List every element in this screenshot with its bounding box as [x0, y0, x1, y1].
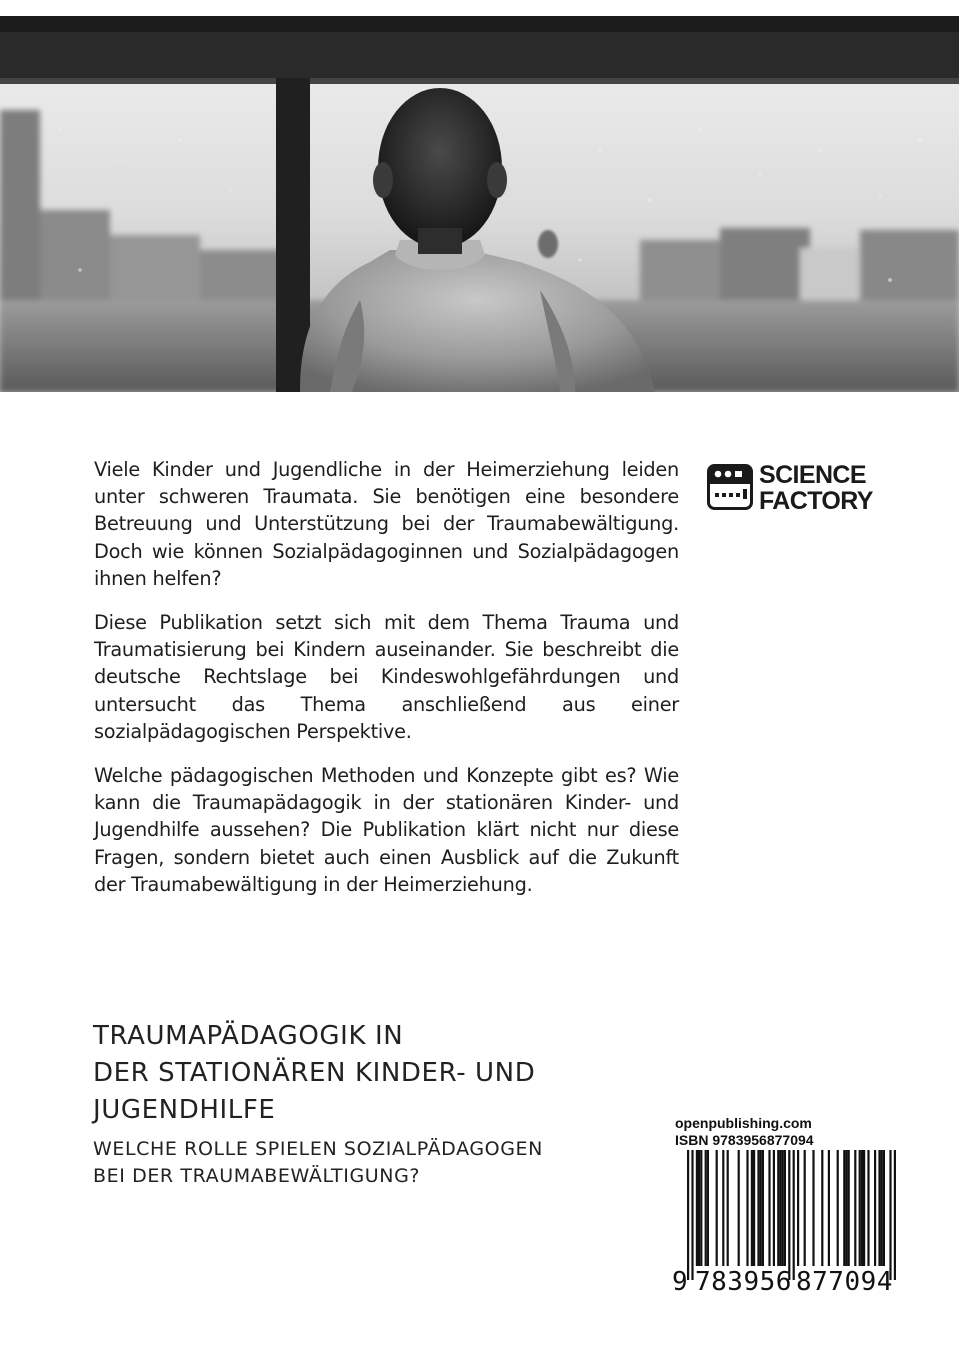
book-title	[93, 1018, 653, 1129]
barcode-lead-digit: 9	[672, 1267, 688, 1297]
book-subtitle	[93, 1136, 653, 1190]
barcode-bar	[751, 1150, 753, 1266]
barcode-bar	[793, 1150, 795, 1280]
barcode-bar	[757, 1150, 759, 1266]
publisher-website: openpublishing.com	[675, 1115, 812, 1131]
barcode-bar	[768, 1150, 770, 1266]
barcode-bar	[760, 1150, 762, 1266]
publisher-info	[675, 1115, 905, 1149]
barcode-bar	[894, 1150, 896, 1280]
barcode-bar	[874, 1150, 876, 1266]
barcode-digit-group: 783956	[695, 1267, 792, 1297]
barcode-bar	[687, 1150, 689, 1280]
barcode-bar	[843, 1150, 845, 1266]
barcode-bar	[777, 1150, 779, 1266]
barcode-bar	[716, 1150, 718, 1266]
isbn-label: ISBN 9783956877094	[675, 1132, 814, 1148]
barcode-bar	[762, 1150, 764, 1266]
photo-boy-at-window-icon	[0, 0, 959, 392]
barcode-bar	[753, 1150, 755, 1266]
barcode-bar	[705, 1150, 707, 1266]
barcode-bar	[746, 1150, 748, 1266]
title-line: JUGENDHILFE	[93, 1095, 276, 1125]
barcode-bar	[889, 1150, 891, 1280]
barcode-bar	[848, 1150, 850, 1266]
isbn-barcode	[672, 1150, 906, 1298]
blurb-paragraph: Welche pädagogischen Methoden und Konzepte gibt es? Wie kann die Traumapädagogik in der stationären Kinder- und Jugendhilfe aussehen? Die Publikation klärt nicht nur diese Fragen, sondern bietet auch einen Ausblick auf die Zukunft der Traumabewältigung in der Heimerziehung.	[94, 764, 679, 896]
barcode-bar	[698, 1150, 700, 1266]
blurb-paragraph: Viele Kinder und Jugendliche in der Heimerziehung leiden unter schweren Traumata. Sie benötigen eine besondere Betreuung und Unterstützung bei der Traumabewältigung. Doch wie können Sozialpädagoginnen und Sozialpädagogen ihnen helfen?	[94, 458, 679, 590]
barcode-bar	[861, 1150, 863, 1266]
barcode-bar	[854, 1150, 856, 1266]
barcode-bar	[845, 1150, 847, 1266]
barcode-bar	[859, 1150, 861, 1266]
barcode-bar	[691, 1150, 693, 1280]
barcode-bar	[878, 1150, 880, 1266]
barcode-bar	[722, 1150, 724, 1266]
barcode-bar	[779, 1150, 781, 1266]
barcode-bar	[812, 1150, 814, 1266]
barcode-digit-group: 877094	[796, 1267, 893, 1297]
barcode-bar	[797, 1150, 799, 1266]
barcode-bar	[700, 1150, 702, 1266]
barcode-bar	[696, 1150, 698, 1266]
barcode-bar	[773, 1150, 775, 1266]
barcode-bar	[863, 1150, 865, 1266]
barcode-bar	[867, 1150, 869, 1266]
blurb-paragraph: Diese Publikation setzt sich mit dem Thema Trauma und Traumatisierung bei Kindern auseinander. Sie beschreibt die deutsche Rechtslage bei Kindeswohlgefährdungen und untersucht das Thema anschließend aus einer sozialpädagogischen Perspektive.	[94, 611, 679, 743]
barcode-bar	[837, 1150, 839, 1266]
back-cover-blurb	[94, 456, 679, 915]
barcode-bar	[727, 1150, 729, 1266]
science-factory-logo-icon	[707, 464, 753, 510]
logo-line: SCIENCE	[759, 461, 866, 489]
title-line: TRAUMAPÄDAGOGIK IN	[93, 1021, 404, 1051]
barcode-bar	[828, 1150, 830, 1266]
barcode-digits	[672, 1266, 906, 1298]
logo-line: FACTORY	[759, 487, 873, 515]
title-line: DER STATIONÄREN KINDER- UND	[93, 1058, 536, 1088]
subtitle-line: WELCHE ROLLE SPIELEN SOZIALPÄDAGOGEN	[93, 1138, 543, 1160]
barcode-bar	[707, 1150, 709, 1266]
subtitle-line: BEI DER TRAUMABEWÄLTIGUNG?	[93, 1165, 421, 1187]
logo-wordmark	[759, 462, 873, 514]
barcode-bar	[881, 1150, 883, 1266]
barcode-bar	[784, 1150, 786, 1266]
barcode-bar	[821, 1150, 823, 1266]
barcode-bar	[788, 1150, 790, 1280]
barcode-bar	[738, 1150, 740, 1266]
barcode-bar	[782, 1150, 784, 1266]
science-factory-logo	[707, 462, 877, 518]
cover-photo	[0, 0, 959, 392]
barcode-bar	[883, 1150, 885, 1266]
barcode-bar	[804, 1150, 806, 1266]
